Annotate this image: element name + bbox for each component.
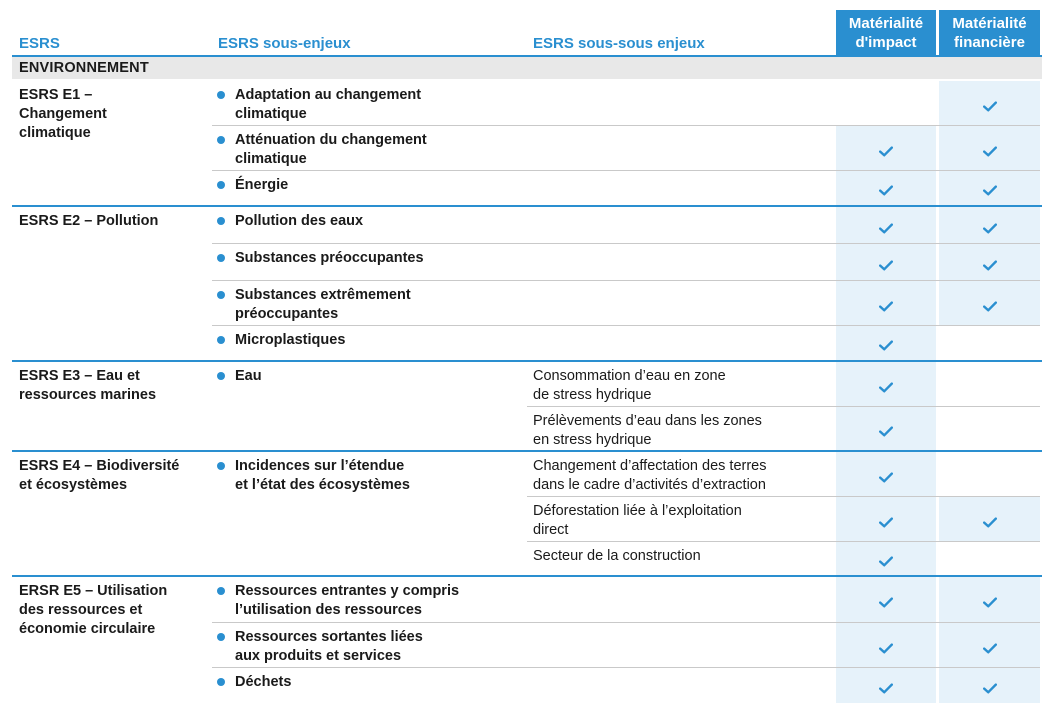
sub-issue: [217, 582, 517, 620]
section-band: ENVIRONNEMENT: [12, 57, 1042, 79]
sub-issue-label: Ressources entrantes y compris l’utilisation des ressources: [235, 583, 460, 618]
row-separator: [212, 622, 1040, 623]
sub-sub-issue-label: Changement d’affectation des terres dans le cadre d’activités d’extraction: [533, 458, 767, 493]
check-icon: [983, 641, 997, 652]
check-icon: [983, 99, 997, 110]
check-icon: [879, 221, 893, 232]
check-icon: [879, 183, 893, 194]
row-separator: [212, 325, 1040, 326]
sub-sub-issue-label: Consommation d’eau en zone de stress hydrique: [533, 368, 726, 403]
check-icon: [879, 299, 893, 310]
row-separator: [212, 125, 1040, 126]
sub-issue-label: Pollution des eaux: [235, 213, 364, 229]
sub-issue-label: Substances préoccupantes: [235, 250, 424, 266]
sub-sub-issue-label: Déforestation liée à l’exploitation direct: [533, 503, 742, 538]
sub-issue: [217, 331, 517, 350]
sub-issue: [217, 367, 517, 386]
check-icon: [879, 641, 893, 652]
bullet-icon: [217, 291, 225, 299]
sub-issue: [217, 628, 517, 666]
check-icon: [879, 424, 893, 435]
bullet-icon: [217, 254, 225, 262]
sub-issue-label: Atténuation du changement climatique: [235, 132, 427, 167]
sub-issue-label: Énergie: [235, 177, 289, 193]
sub-issue: [217, 457, 517, 495]
bullet-icon: [217, 587, 225, 595]
bullet-icon: [217, 336, 225, 344]
sub-issue: [217, 286, 517, 324]
check-icon: [983, 144, 997, 155]
bullet-icon: [217, 372, 225, 380]
sub-sub-issue-label: Secteur de la construction: [533, 548, 701, 564]
check-icon: [879, 515, 893, 526]
check-icon: [983, 299, 997, 310]
header-materialite-impact: Matérialité d'impact: [836, 10, 936, 56]
bullet-icon: [217, 217, 225, 225]
check-icon: [879, 144, 893, 155]
check-icon: [879, 595, 893, 606]
check-icon: [879, 258, 893, 269]
esrs-standard-label: ESRS E1 – Changement climatique: [19, 87, 107, 141]
sub-issue-label: Substances extrêmement préoccupantes: [235, 287, 411, 322]
check-icon: [879, 554, 893, 565]
esrs-standard-label: ESRS E4 – Biodiversité et écosystèmes: [19, 458, 180, 493]
sub-issue: [217, 249, 517, 268]
check-icon: [983, 183, 997, 194]
row-separator: [527, 406, 1040, 407]
row-separator: [527, 496, 1040, 497]
bullet-icon: [217, 678, 225, 686]
sub-issue-label: Ressources sortantes liées aux produits et services: [235, 629, 423, 664]
bullet-icon: [217, 91, 225, 99]
check-icon: [879, 681, 893, 692]
sub-issue-label: Eau: [235, 368, 262, 384]
check-icon: [983, 595, 997, 606]
bullet-icon: [217, 181, 225, 189]
sub-issue: [217, 131, 517, 169]
sub-issue-label: Incidences sur l’étendue et l’état des écosystèmes: [235, 458, 410, 493]
bullet-icon: [217, 462, 225, 470]
sub-issue: [217, 212, 517, 231]
sub-issue-label: Déchets: [235, 674, 292, 690]
row-separator: [212, 170, 1040, 171]
header-sous-enjeux: ESRS sous-enjeux: [218, 35, 351, 52]
row-separator: [212, 667, 1040, 668]
bullet-icon: [217, 136, 225, 144]
esrs-standard-label: ESRS E2 – Pollution: [19, 213, 159, 229]
sub-issue: [217, 176, 517, 195]
sub-issue: [217, 673, 517, 692]
sub-sub-issue-label: Prélèvements d’eau dans les zones en stress hydrique: [533, 413, 762, 448]
row-separator: [212, 243, 1040, 244]
row-separator: [527, 541, 1040, 542]
row-separator: [212, 280, 1040, 281]
check-icon: [983, 258, 997, 269]
check-icon: [983, 515, 997, 526]
header-sous-sous-enjeux: ESRS sous-sous enjeux: [533, 35, 705, 52]
bullet-icon: [217, 633, 225, 641]
esrs-standard-label: ESRS E3 – Eau et ressources marines: [19, 368, 157, 403]
check-icon: [879, 338, 893, 349]
check-icon: [983, 681, 997, 692]
check-icon: [879, 470, 893, 481]
sub-issue-label: Adaptation au changement climatique: [235, 87, 422, 122]
esrs-standard-label: ERSR E5 – Utilisation des ressources et économie circulaire: [19, 583, 168, 637]
sub-issue-label: Microplastiques: [235, 332, 346, 348]
check-icon: [983, 221, 997, 232]
sub-issue: [217, 86, 517, 124]
check-icon: [879, 380, 893, 391]
header-esrs: ESRS: [19, 35, 60, 52]
header-materialite-financiere: Matérialité financière: [939, 10, 1040, 56]
